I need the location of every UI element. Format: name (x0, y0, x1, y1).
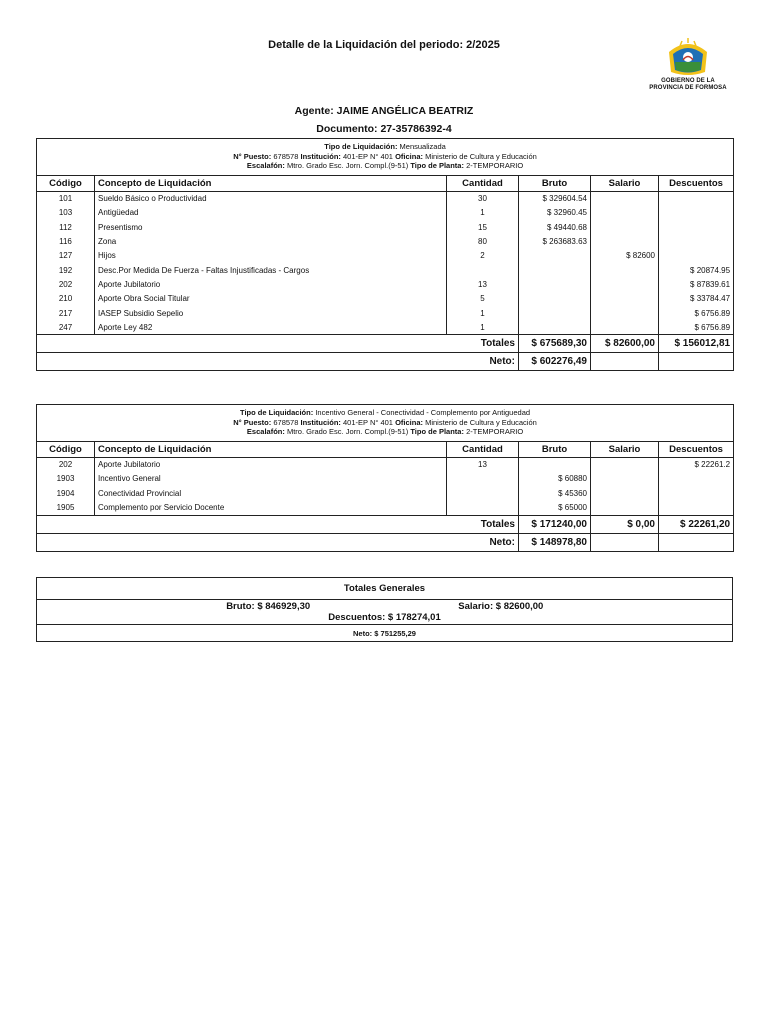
document-number: Documento: 27-35786392-4 (316, 123, 452, 135)
general-salario: Salario: $ 82600,00 (458, 601, 544, 612)
cell-descuentos (659, 249, 734, 263)
escalafon: Mtro. Grado Esc. Jorn. Compl.(9-51) (286, 427, 409, 436)
cell-salario (591, 500, 659, 515)
col-concepto: Concepto de Liquidación (95, 175, 447, 191)
cell-descuentos (659, 191, 734, 206)
total-descuentos: $ 22261,20 (659, 515, 734, 533)
neto-label: Neto: (37, 353, 519, 371)
total-salario: $ 82600,00 (591, 335, 659, 353)
cell-descuentos (659, 234, 734, 248)
cell-concepto: Desc.Por Medida De Fuerza - Faltas Injustificadas - Cargos (95, 263, 447, 277)
institucion: 401-EP N° 401 (343, 417, 393, 427)
col-cantidad: Cantidad (447, 175, 519, 191)
col-descuentos: Descuentos (659, 175, 734, 191)
cell-codigo: 1903 (37, 472, 95, 486)
totales-generales-title: Totales Generales (37, 578, 733, 600)
cell-bruto: $ 32960.45 (519, 206, 591, 220)
logo-line-1: GOBIERNO DE LA (661, 78, 715, 84)
tipo-planta: 2-TEMPORARIO (466, 161, 524, 170)
table-row (37, 457, 734, 472)
col-salario: Salario (591, 175, 659, 191)
table-row (37, 206, 734, 220)
escalafon: Mtro. Grado Esc. Jorn. Compl.(9-51) (286, 161, 409, 170)
cell-bruto: $ 263683.63 (519, 234, 591, 248)
cell-salario (591, 206, 659, 220)
cell-concepto: Incentivo General (95, 472, 447, 486)
col-concepto: Concepto de Liquidación (95, 441, 447, 457)
cell-concepto: Conectividad Provincial (95, 486, 447, 500)
cell-bruto (519, 306, 591, 320)
tipo-liquidacion: Mensualizada (399, 142, 446, 151)
cell-codigo: 247 (37, 320, 95, 335)
cell-bruto (519, 292, 591, 306)
cell-descuentos (659, 206, 734, 220)
cell-codigo: 116 (37, 234, 95, 248)
cell-concepto: Hijos (95, 249, 447, 263)
liquidacion-info: Tipo de Liquidación: Mensualizada N° Puesto: 678578 Institución: 401-EP N° 401 Oficina: Ministerio de Cultura y Educación Escalafón: Mtro. Grado Esc. Jorn. Compl.(9-51) Tipo de Planta: 2-TEMPORARIO (37, 139, 734, 176)
table-row (37, 249, 734, 263)
logo-line-2: PROVINCIA DE FORMOSA (649, 84, 727, 91)
neto-value: $ 148978,80 (519, 533, 591, 551)
cell-cantidad: 80 (447, 234, 519, 248)
total-bruto: $ 171240,00 (519, 515, 591, 533)
cell-concepto: Aporte Obra Social Titular (95, 292, 447, 306)
total-bruto: $ 675689,30 (519, 335, 591, 353)
cell-bruto: $ 49440.68 (519, 220, 591, 234)
table-row (37, 263, 734, 277)
cell-concepto: Aporte Jubilatorio (95, 457, 447, 472)
col-cantidad: Cantidad (447, 441, 519, 457)
puesto: 678578 (273, 151, 299, 161)
cell-descuentos (659, 220, 734, 234)
general-neto: Neto: $ 751255,29 (37, 625, 733, 642)
cell-bruto (519, 249, 591, 263)
cell-salario (591, 457, 659, 472)
cell-concepto: Aporte Ley 482 (95, 320, 447, 335)
cell-concepto: Aporte Jubilatorio (95, 277, 447, 291)
cell-cantidad (447, 500, 519, 515)
cell-codigo: 1904 (37, 486, 95, 500)
cell-cantidad: 13 (447, 457, 519, 472)
table-row (37, 234, 734, 248)
institucion: 401-EP N° 401 (343, 151, 393, 161)
cell-concepto: Sueldo Básico o Productividad (95, 191, 447, 206)
liquidacion-rows (37, 191, 734, 335)
cell-descuentos: $ 6756.89 (659, 306, 734, 320)
liquidacion-table-1 (36, 138, 734, 371)
cell-codigo: 202 (37, 277, 95, 291)
cell-cantidad: 1 (447, 206, 519, 220)
neto-value: $ 602276,49 (519, 353, 591, 371)
cell-cantidad: 2 (447, 249, 519, 263)
cell-codigo: 192 (37, 263, 95, 277)
oficina: Ministerio de Cultura y Educación (425, 151, 537, 161)
cell-cantidad (447, 486, 519, 500)
cell-cantidad: 1 (447, 320, 519, 335)
cell-descuentos: $ 87839.61 (659, 277, 734, 291)
liquidacion-info: Tipo de Liquidación: Incentivo General - Conectividad - Complemento por Antiguedad N° Puesto: 678578 Institución: 401-EP N° 401 Oficina: Ministerio de Cultura y Educación Escalafón: Mtro. Grado Esc. Jorn. Compl.(9-51) Tipo de Planta: 2-TEMPORARIO (37, 405, 734, 442)
cell-concepto: Presentismo (95, 220, 447, 234)
col-bruto: Bruto (519, 175, 591, 191)
general-bruto: Bruto: $ 846929,30 (226, 601, 311, 612)
cell-bruto (519, 263, 591, 277)
cell-codigo: 112 (37, 220, 95, 234)
puesto: 678578 (273, 417, 299, 427)
total-salario: $ 0,00 (591, 515, 659, 533)
column-headers (37, 441, 734, 457)
col-salario: Salario (591, 441, 659, 457)
table-row (37, 486, 734, 500)
cell-concepto: IASEP Subsidio Sepelio (95, 306, 447, 320)
cell-descuentos: $ 20874.95 (659, 263, 734, 277)
cell-descuentos: $ 33784.47 (659, 292, 734, 306)
liquidacion-table-2 (36, 404, 734, 552)
col-descuentos: Descuentos (659, 441, 734, 457)
cell-bruto: $ 45360 (519, 486, 591, 500)
cell-cantidad: 5 (447, 292, 519, 306)
totales-label: Totales (37, 515, 519, 533)
cell-salario (591, 263, 659, 277)
general-descuentos: Descuentos: $ 178274,01 (328, 612, 441, 623)
cell-bruto (519, 320, 591, 335)
cell-cantidad: 13 (447, 277, 519, 291)
table-row (37, 191, 734, 206)
cell-descuentos: $ 22261.2 (659, 457, 734, 472)
cell-salario: $ 82600 (591, 249, 659, 263)
neto-row (37, 353, 734, 371)
tipo-liquidacion: Incentivo General - Conectividad - Complemento por Antiguedad (315, 408, 531, 417)
cell-concepto: Antigüedad (95, 206, 447, 220)
cell-codigo: 202 (37, 457, 95, 472)
cell-codigo: 101 (37, 191, 95, 206)
cell-salario (591, 191, 659, 206)
cell-codigo: 127 (37, 249, 95, 263)
cell-bruto: $ 329604.54 (519, 191, 591, 206)
cell-concepto: Complemento por Servicio Docente (95, 500, 447, 515)
cell-salario (591, 234, 659, 248)
cell-salario (591, 486, 659, 500)
totales-generales-table (36, 577, 733, 642)
cell-descuentos (659, 500, 734, 515)
col-codigo: Código (37, 441, 95, 457)
totales-generales-values (37, 600, 733, 625)
cell-cantidad: 15 (447, 220, 519, 234)
table-row (37, 306, 734, 320)
table-row (37, 320, 734, 335)
cell-descuentos (659, 486, 734, 500)
liquidacion-rows (37, 457, 734, 515)
cell-codigo: 217 (37, 306, 95, 320)
cell-salario (591, 472, 659, 486)
totales-row (37, 335, 734, 353)
cell-cantidad: 30 (447, 191, 519, 206)
neto-label: Neto: (37, 533, 519, 551)
table-row (37, 292, 734, 306)
formosa-shield-icon (665, 38, 711, 78)
cell-codigo: 103 (37, 206, 95, 220)
cell-descuentos (659, 472, 734, 486)
totales-row (37, 515, 734, 533)
col-bruto: Bruto (519, 441, 591, 457)
cell-descuentos: $ 6756.89 (659, 320, 734, 335)
cell-cantidad (447, 263, 519, 277)
totales-label: Totales (37, 335, 519, 353)
table-row (37, 500, 734, 515)
neto-row (37, 533, 734, 551)
cell-salario (591, 277, 659, 291)
table-row (37, 277, 734, 291)
oficina: Ministerio de Cultura y Educación (425, 417, 537, 427)
table-row (37, 220, 734, 234)
cell-bruto: $ 60880 (519, 472, 591, 486)
cell-codigo: 1905 (37, 500, 95, 515)
gobierno-formosa-logo (647, 38, 729, 98)
cell-cantidad (447, 472, 519, 486)
column-headers (37, 175, 734, 191)
page-title: Detalle de la Liquidación del periodo: 2/2025 (268, 39, 500, 51)
cell-cantidad: 1 (447, 306, 519, 320)
cell-bruto: $ 65000 (519, 500, 591, 515)
cell-salario (591, 220, 659, 234)
cell-bruto (519, 277, 591, 291)
total-descuentos: $ 156012,81 (659, 335, 734, 353)
col-codigo: Código (37, 175, 95, 191)
cell-bruto (519, 457, 591, 472)
cell-salario (591, 320, 659, 335)
cell-codigo: 210 (37, 292, 95, 306)
cell-salario (591, 306, 659, 320)
cell-concepto: Zona (95, 234, 447, 248)
agent-name: Agente: JAIME ANGÉLICA BEATRIZ (294, 105, 474, 117)
cell-salario (591, 292, 659, 306)
tipo-planta: 2-TEMPORARIO (466, 427, 524, 436)
table-row (37, 472, 734, 486)
